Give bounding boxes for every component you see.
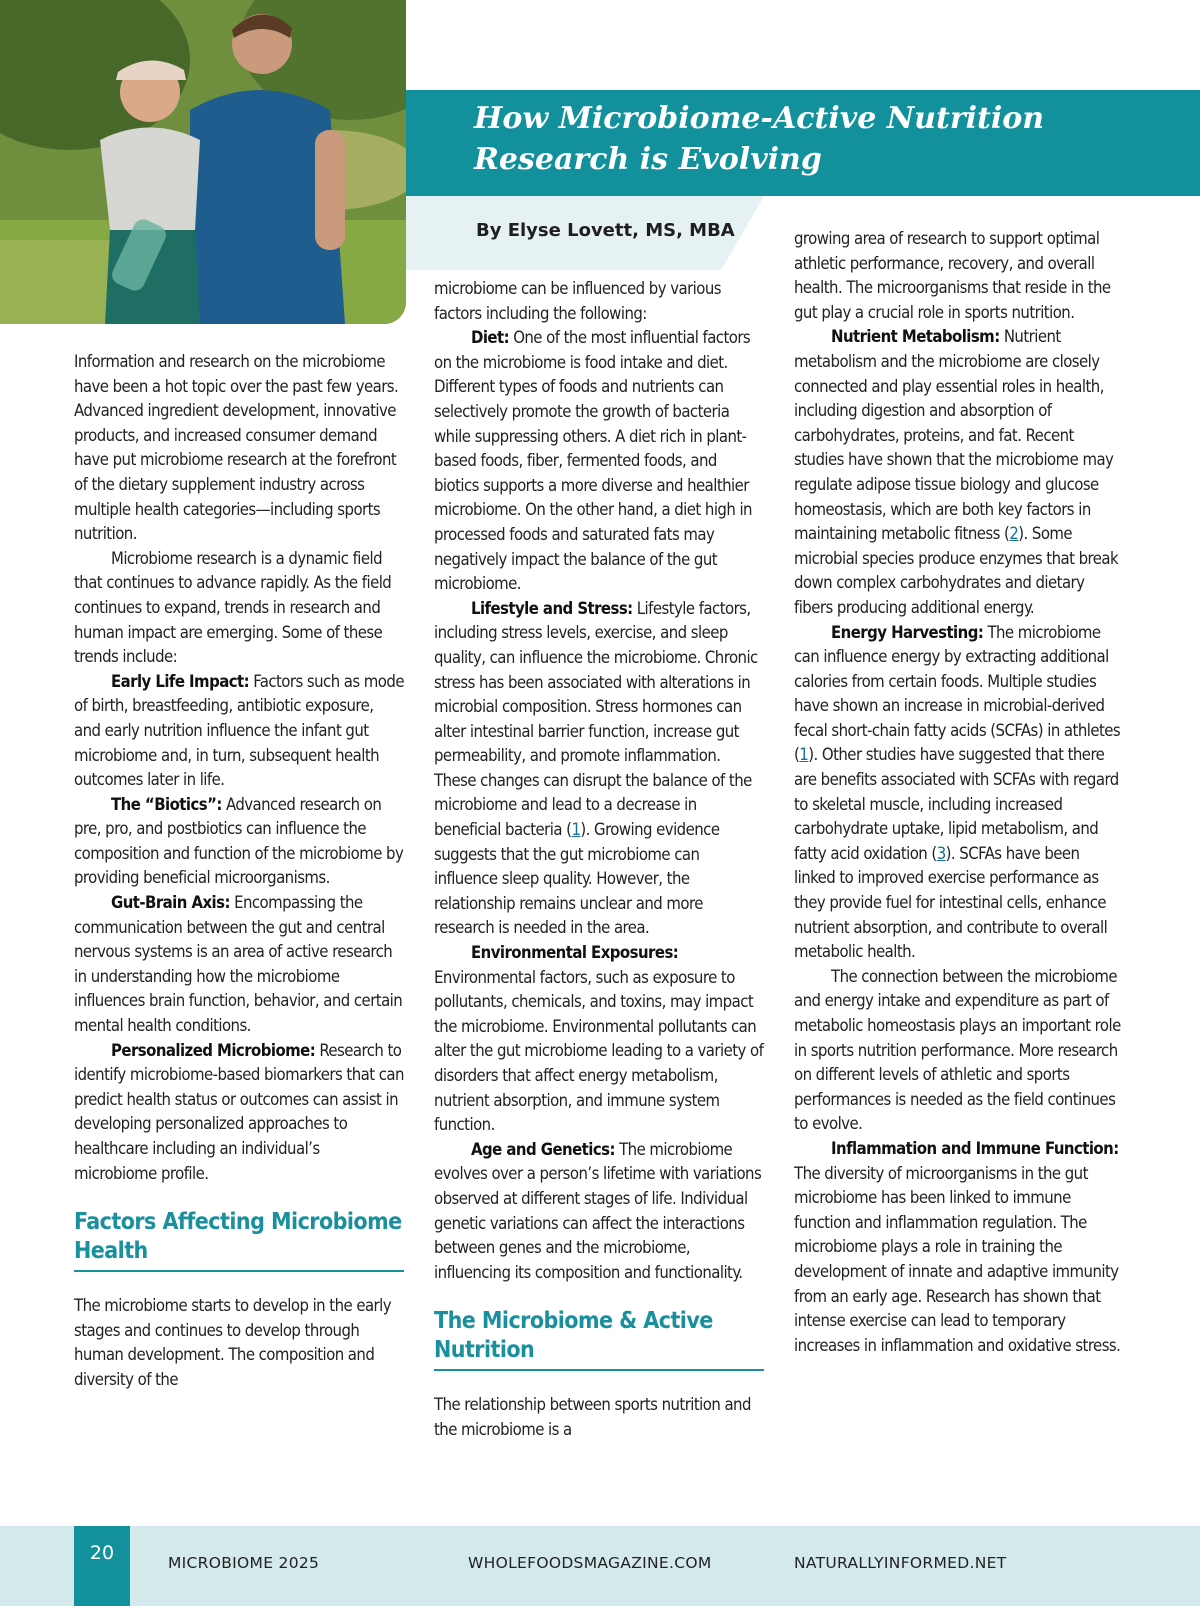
paragraph: growing area of research to support optimal athletic performance, recovery, and overall health. The microorganisms that reside in the gut play a crucial role in sports nutrition. <box>794 229 1111 322</box>
paragraph-label: Environmental Exposures: <box>471 943 679 963</box>
column-3 <box>794 227 1124 1358</box>
paragraph <box>74 793 404 891</box>
paragraph-text: ). SCFAs have been linked to improved exercise performance as they provide fuel for intestinal cells, enhance nutrient absorption, and contribute to overall metabolic health. <box>794 843 1108 962</box>
page-number: 20 <box>89 1542 115 1564</box>
paragraph-text: Nutrient metabolism and the microbiome are closely connected and play essential roles in health, including digestion and absorption of carbohydrates, proteins, and fat. Recent studies have shown that the microbiome may regulate adipose tissue biology and glucose homeostasis, which are both key factors in maintaining metabolic fitness ( <box>794 327 1114 544</box>
paragraph-text: The diversity of microorganisms in the gut microbiome has been linked to immune function and inflammation regulation. The microbiome plays a role in training the development of innate and adaptive immunity from an early age. Research has shown that intense exercise can lead to temporary increases in inflammation and oxidative stress. <box>794 1163 1121 1355</box>
section-heading: The Microbiome & Active Nutrition <box>434 1307 764 1371</box>
article-title-line1: How Microbiome-Active Nutrition <box>474 101 1045 136</box>
paragraph-text: The microbiome can influence energy by extracting additional calories from certain foods. Multiple studies have shown an increase in microbial-derived fecal short-chain fatty acids (SCFAs) in athletes ( <box>794 622 1121 765</box>
paragraph-label: Early Life Impact: <box>111 671 250 691</box>
paragraph-text: One of the most influential factors on the microbiome is food intake and diet. Different types of foods and nutrients can selectively promote the growth of bacteria while suppressing others. A diet rich in plant-based foods, fiber, fermented foods, and biotics supports a more diverse and healthier microbiome. On the other hand, a diet high in processed foods and saturated fats may negatively impact the balance of the gut microbiome. <box>434 328 752 594</box>
paragraph-text: Factors such as mode of birth, breastfeeding, antibiotic exposure, and early nutrition influence the infant gut microbiome and, in turn, subsequent health outcomes later in life. <box>74 671 404 790</box>
paragraph <box>794 325 1124 620</box>
website-link[interactable]: WHOLEFOODSMAGAZINE.COM <box>468 1554 712 1572</box>
byline: By Elyse Lovett, MS, MBA <box>476 220 735 241</box>
paragraph-label: Diet: <box>471 328 509 348</box>
paragraph <box>74 891 404 1039</box>
column-1 <box>74 350 404 1393</box>
paragraph-label: Inflammation and Immune Function: <box>831 1138 1119 1158</box>
paragraph-label: Energy Harvesting: <box>831 622 984 642</box>
section-heading: Factors Affecting Microbiome Health <box>74 1208 404 1272</box>
paragraph-text: Research to identify microbiome-based biomarkers that can predict health status or outcomes can assist in developing personalized approaches to healthcare including an individual’s microbiome profile. <box>74 1040 404 1183</box>
paragraph-text: ). Other studies have suggested that there are benefits associated with SCFAs with regard to skeletal muscle, including increased carbohydrate uptake, lipid metabolism, and fatty acid oxidation ( <box>794 745 1119 863</box>
page-footer <box>0 1526 1200 1606</box>
website-link[interactable]: NATURALLYINFORMED.NET <box>794 1554 1007 1572</box>
paragraph-label: Age and Genetics: <box>471 1139 615 1159</box>
reference-link[interactable]: 1 <box>799 745 809 765</box>
paragraph: The relationship between sports nutrition and the microbiome is a <box>434 1395 751 1439</box>
reference-link[interactable]: 2 <box>1009 524 1019 544</box>
article-title-line2: Research is Evolving <box>474 142 822 177</box>
paragraph <box>794 1137 1124 1358</box>
paragraph <box>74 670 404 793</box>
title-banner <box>406 90 1200 196</box>
paragraph-label: Nutrient Metabolism: <box>831 327 1000 347</box>
paragraph-label: Personalized Microbiome: <box>111 1040 316 1060</box>
paragraph <box>74 1039 404 1187</box>
couple-photo-illustration <box>0 0 406 324</box>
header-photo <box>0 0 406 324</box>
paragraph: Microbiome research is a dynamic field that continues to advance rapidly. As the field continues to expand, trends in research and human impact are emerging. Some of these trends include: <box>74 548 392 667</box>
paragraph <box>434 326 764 597</box>
paragraph-text: ). Growing evidence suggests that the gut microbiome can influence sleep quality. However, the relationship remains unclear and more research is needed in the area. <box>434 820 720 938</box>
issue-label: MICROBIOME 2025 <box>168 1554 320 1572</box>
paragraph: microbiome can be influenced by various factors including the following: <box>434 279 721 323</box>
paragraph-text: The microbiome evolves over a person’s lifetime with variations observed at different stages of life. Individual genetic variations can affect the interactions between genes and the microbiome, influencing its composition and functionality. <box>434 1139 762 1282</box>
paragraph-label: Lifestyle and Stress: <box>471 598 633 618</box>
column-2 <box>434 277 764 1443</box>
paragraph-text: Encompassing the communication between the gut and central nervous systems is an area of active research in understanding how the microbiome influences brain function, behavior, and certain mental health conditions. <box>74 893 403 1036</box>
paragraph <box>794 621 1124 965</box>
page-number-box <box>74 1526 130 1606</box>
reference-link[interactable]: 1 <box>571 820 581 840</box>
reference-link[interactable]: 3 <box>936 843 946 863</box>
paragraph-text: Advanced research on pre, pro, and postbiotics can influence the composition and function of the microbiome by providing beneficial microorganisms. <box>74 794 404 888</box>
paragraph-text: Lifestyle factors, including stress levels, exercise, and sleep quality, can influence the microbiome. Chronic stress has been associated with alterations in microbial composition. Stress hormones can alter intestinal barrier function, increase gut permeability, and promote inflammation. These changes can disrupt the balance of the microbiome and lead to a decrease in beneficial bacteria ( <box>434 598 758 840</box>
paragraph: The microbiome starts to develop in the early stages and continues to develop through human development. The composition and diversity of the <box>74 1296 392 1389</box>
paragraph-label: The “Biotics”: <box>111 794 222 814</box>
article-title <box>474 98 1174 180</box>
paragraph: The connection between the microbiome and energy intake and expenditure as part of metabolic homeostasis plays an important role in sports nutrition performance. More research on different levels of athletic and sports performances is needed as the field continues to evolve. <box>794 966 1121 1134</box>
paragraph-label: Gut-Brain Axis: <box>111 893 230 913</box>
paragraph-text: Environmental factors, such as exposure to pollutants, chemicals, and toxins, may impact the microbiome. Environmental pollutants can alter the gut microbiome leading to a variety of disorders that affect energy metabolism, nutrient absorption, and immune system function. <box>434 967 764 1135</box>
paragraph <box>434 941 764 1138</box>
paragraph: Information and research on the microbiome have been a hot topic over the past few years. Advanced ingredient development, innovative products, and increased consumer demand have put microbiome research at the forefront of the dietary supplement industry across multiple health categories—including sports nutrition. <box>74 352 399 544</box>
paragraph <box>434 597 764 941</box>
paragraph <box>434 1138 764 1286</box>
paragraph-text: ). Some microbial species produce enzymes that break down complex carbohydrates and dietary fibers producing additional energy. <box>794 524 1119 617</box>
